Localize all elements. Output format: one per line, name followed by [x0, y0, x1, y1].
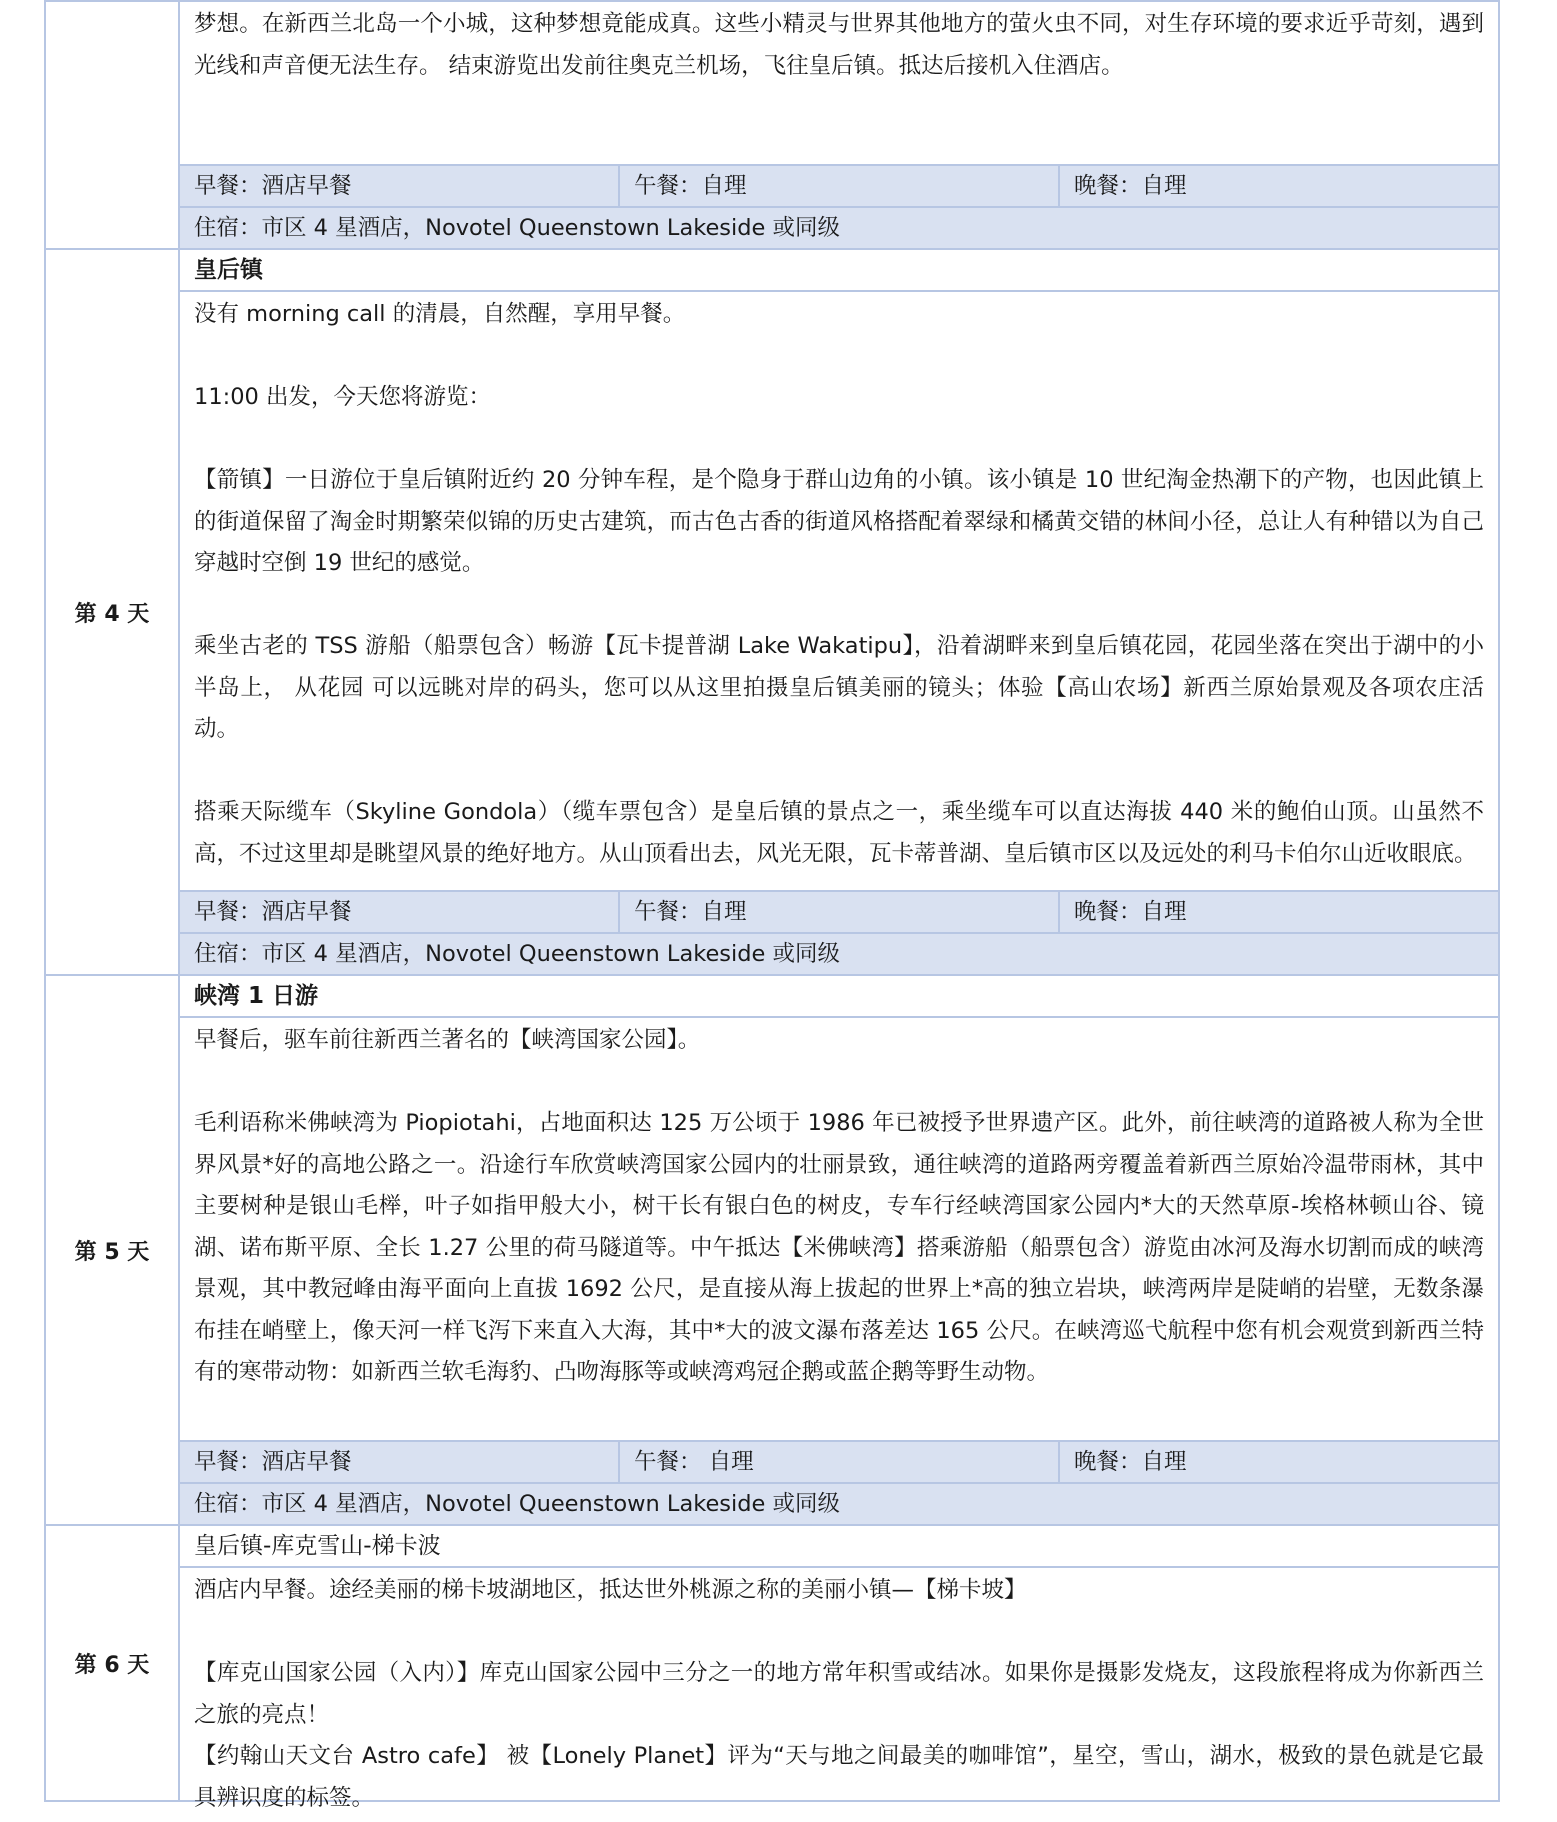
lunch-cell: 午餐： 自理 [620, 1442, 1060, 1482]
day-content [179, 975, 1499, 1525]
day-description [180, 1018, 1498, 1440]
hotel-row: 住宿：市区 4 星酒店，Novotel Queenstown Lakeside 或同级 [180, 932, 1498, 974]
day-title: 皇后镇-库克雪山-梯卡波 [180, 1526, 1498, 1568]
blank-line [194, 585, 1484, 627]
lunch-cell: 午餐：自理 [620, 166, 1060, 206]
hotel-row: 住宿：市区 4 星酒店，Novotel Queenstown Lakeside 或同级 [180, 206, 1498, 248]
paragraph: 【库克山国家公园（入内）】库克山国家公园中三分之一的地方常年积雪或结冰。如果你是摄影发烧友，这段旅程将成为你新西兰之旅的亮点！ [194, 1660, 1484, 1728]
breakfast-cell: 早餐：酒店早餐 [180, 892, 620, 932]
paragraph: 11:00 出发，今天您将游览： [194, 384, 491, 410]
paragraph: 早餐后，驱车前往新西兰著名的【峡湾国家公园】。 [194, 1027, 701, 1053]
day-row [45, 249, 1499, 975]
paragraph: 【箭镇】一日游位于皇后镇附近约 20 分钟车程，是个隐身于群山边角的小镇。该小镇是 10 世纪淘金热潮下的产物，也因此镇上的街道保留了淘金时期繁荣似锦的历史古建筑，而古色古香的街道风格搭配着翠绿和橘黄交错的林间小径，总让人有种错以为自己穿越时空倒 19 世纪的感觉。 [194, 467, 1484, 576]
itinerary-table [44, 0, 1500, 1811]
paragraph: 梦想。在新西兰北岛一个小城，这种梦想竟能成真。这些小精灵与世界其他地方的萤火虫不同，对生存环境的要求近乎苛刻，遇到光线和声音便无法生存。 结束游览出发前往奥克兰机场，飞往皇后镇。抵达后接机入住酒店。 [194, 11, 1484, 79]
day-label: 第 6 天 [45, 1525, 179, 1801]
day-label: 第 4 天 [45, 249, 179, 975]
day-row [45, 1, 1499, 249]
blank-line [194, 1612, 1484, 1654]
day-label-cell [45, 1, 179, 249]
blank-line [194, 419, 1484, 461]
day-title: 皇后镇 [180, 250, 1498, 292]
paragraph: 酒店内早餐。途经美丽的梯卡坡湖地区，抵达世外桃源之称的美丽小镇—【梯卡坡】 [194, 1577, 1027, 1603]
dinner-cell: 晚餐：自理 [1074, 173, 1187, 199]
lunch-cell: 午餐：自理 [620, 892, 1060, 932]
blank-line [194, 751, 1484, 793]
paragraph: 【约翰山天文台 Astro cafe】 被【Lonely Planet】评为“天与地之间最美的咖啡馆”，星空，雪山，湖水，极致的景色就是它最具辨识度的标签。 [194, 1743, 1484, 1811]
day-row [45, 975, 1499, 1525]
paragraph: 没有 morning call 的清晨，自然醒，享用早餐。 [194, 301, 686, 327]
paragraph: 毛利语称米佛峡湾为 Piopiotahi，占地面积达 125 万公顷于 1986 年已被授予世界遗产区。此外，前往峡湾的道路被人称为全世界风景*好的高地公路之一。沿途行车欣赏峡湾国家公园内的壮丽景致，通往峡湾的道路两旁覆盖着新西兰原始冷温带雨林，其中主要树种是银山毛榉，叶子如指甲般大小，树干长有银白色的树皮，专车行经峡湾国家公园内*大的天然草原-埃格林顿山谷、镜湖、诺布斯平原、全长 1.27 公里的荷马隧道等。中午抵达【米佛峡湾】搭乘游船（船票包含）游览由冰河及海水切割而成的峡湾景观，其中教冠峰由海平面向上直拔 1692 公尺，是直接从海上拔起的世界上*高的独立岩块，峡湾两岸是陡峭的岩壁，无数条瀑布挂在峭壁上，像天河一样飞泻下来直入大海，其中*大的波文瀑布落差达 165 公尺。在峡湾巡弋航程中您有机会观赏到新西兰特有的寒带动物：如新西兰软毛海豹、凸吻海豚等或峡湾鸡冠企鹅或蓝企鹅等野生动物。 [194, 1110, 1484, 1385]
day-label: 第 5 天 [45, 975, 179, 1525]
day-content [179, 249, 1499, 975]
meals-row [180, 164, 1498, 206]
day-description [180, 1568, 1498, 1811]
itinerary-page [44, 0, 1500, 1811]
blank-line [194, 1062, 1484, 1104]
day-row [45, 1525, 1499, 1801]
paragraph: 搭乘天际缆车（Skyline Gondola）（缆车票包含）是皇后镇的景点之一，乘坐缆车可以直达海拔 440 米的鲍伯山顶。山虽然不高，不过这里却是眺望风景的绝好地方。从山顶看出去，风光无限，瓦卡蒂普湖、皇后镇市区以及远处的利马卡伯尔山近收眼底。 [194, 799, 1484, 867]
day-description [180, 2, 1498, 164]
day-content [179, 1, 1499, 249]
meals-row [180, 890, 1498, 932]
day-title: 峡湾 1 日游 [180, 976, 1498, 1018]
day-content [179, 1525, 1499, 1811]
breakfast-cell: 早餐：酒店早餐 [180, 1442, 620, 1482]
breakfast-cell: 早餐：酒店早餐 [180, 166, 620, 206]
hotel-row: 住宿：市区 4 星酒店，Novotel Queenstown Lakeside 或同级 [180, 1482, 1498, 1524]
day-description [180, 292, 1498, 890]
dinner-cell: 晚餐：自理 [1074, 1449, 1187, 1475]
meals-row [180, 1440, 1498, 1482]
dinner-cell: 晚餐：自理 [1074, 899, 1187, 925]
paragraph: 乘坐古老的 TSS 游船（船票包含）畅游【瓦卡提普湖 Lake Wakatipu】，沿着湖畔来到皇后镇花园，花园坐落在突出于湖中的小半岛上， 从花园 可以远眺对岸的码头，您可以从这里拍摄皇后镇美丽的镜头；体验【高山农场】新西兰原始景观及各项农庄活动。 [194, 633, 1484, 742]
blank-line [194, 336, 1484, 378]
